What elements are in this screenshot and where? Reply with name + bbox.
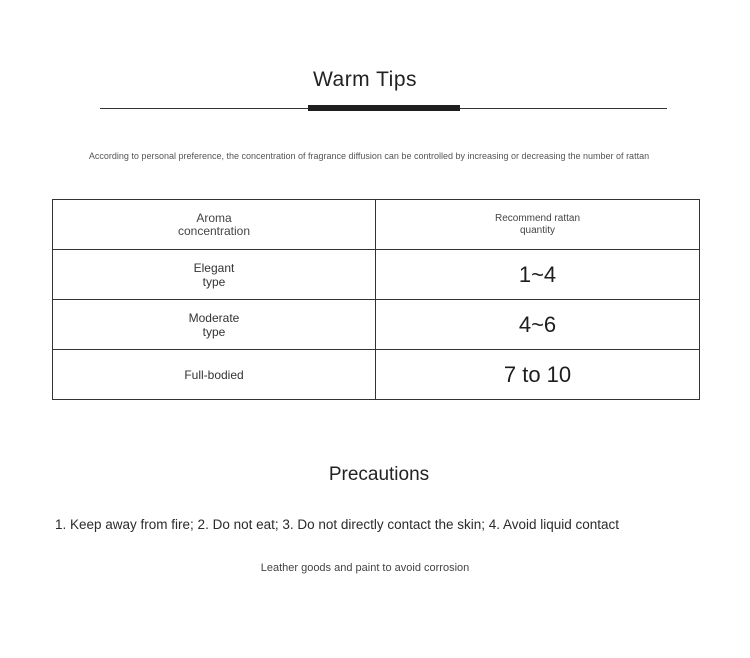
quantity-cell (376, 250, 700, 300)
header-col2-line2: quantity (519, 224, 556, 236)
table-row (53, 300, 700, 350)
aroma-type-line1: Full-bodied (184, 367, 244, 382)
title-accent-bar (308, 105, 460, 111)
header-col2-line1: Recommend rattan (494, 212, 581, 224)
intro-text: According to personal preference, the concentration of fragrance diffusion can be controlled by increasing or decreasing the number of rattan (88, 151, 650, 161)
aroma-type-line1: Elegant (193, 260, 235, 275)
quantity-cell (376, 350, 700, 400)
aroma-type-cell (53, 350, 376, 400)
table-header-row (53, 200, 700, 250)
header-col1-line2: concentration (177, 223, 251, 238)
precautions-title: Precautions (328, 464, 430, 485)
quantity-value: 4~6 (518, 311, 557, 337)
table-row (53, 250, 700, 300)
page-title: Warm Tips (312, 68, 418, 91)
header-aroma-concentration (53, 200, 376, 250)
aroma-type-line1: Moderate (188, 310, 240, 325)
aroma-type-line2: type (202, 274, 226, 289)
quantity-value: 7 to 10 (503, 361, 572, 387)
aroma-type-cell (53, 250, 376, 300)
quantity-value: 1~4 (518, 261, 557, 287)
table-row (53, 350, 700, 400)
precautions-list: 1. Keep away from fire; 2. Do not eat; 3. Do not directly contact the skin; 4. Avoid liquid contact (55, 517, 620, 532)
aroma-type-cell (53, 300, 376, 350)
aroma-type-line2: type (202, 324, 226, 339)
header-recommend-quantity (376, 200, 700, 250)
header-col1-line1: Aroma (196, 210, 232, 225)
quantity-cell (376, 300, 700, 350)
rattan-quantity-table (52, 199, 700, 400)
precautions-note: Leather goods and paint to avoid corrosion (260, 562, 470, 574)
